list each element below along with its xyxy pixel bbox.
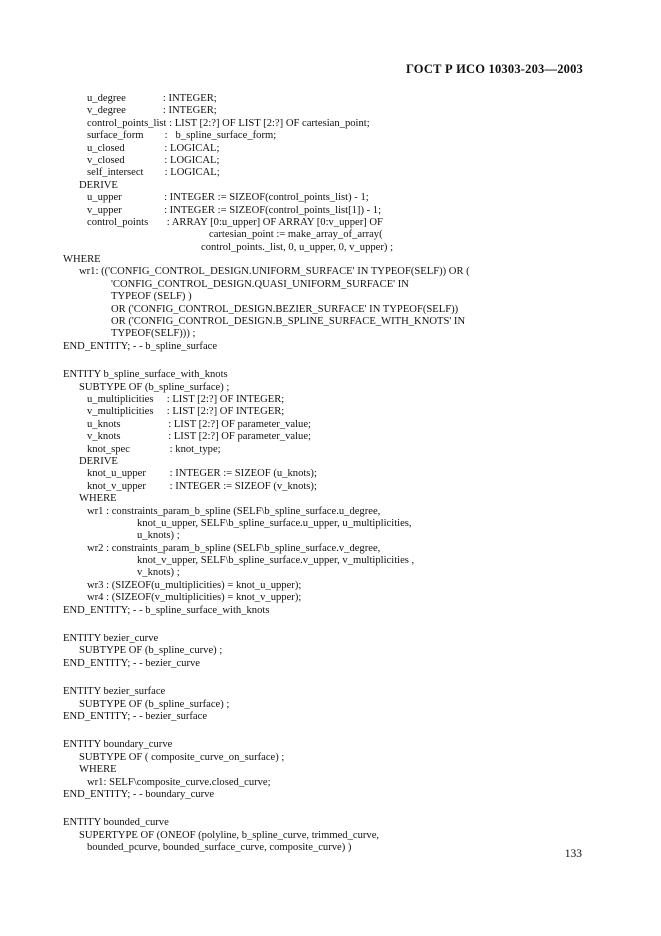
code-line: ENTITY boundary_curve [63, 739, 173, 751]
code-line: bounded_pcurve, bounded_surface_curve, composite_curve) ) [87, 842, 352, 854]
section-gap [63, 801, 603, 817]
code-line: SUBTYPE OF ( composite_curve_on_surface) ; [79, 751, 285, 763]
code-line: WHERE [79, 764, 117, 776]
section-gap [63, 723, 603, 739]
page-number: 133 [564, 848, 582, 860]
code-line: surface_form : b_spline_surface_form; [87, 130, 277, 142]
code-line: v_knots : LIST [2:?] OF parameter_value; [87, 431, 311, 443]
code-line: ENTITY b_spline_surface_with_knots [63, 369, 228, 381]
code-line: control_points : ARRAY [0:u_upper] OF ARRAY [0:v_upper] OF [87, 216, 383, 228]
code-line: wr2 : constraints_param_b_spline (SELF\b_spline_surface.v_degree, [87, 542, 381, 554]
code-line: v_multiplicities : LIST [2:?] OF INTEGER; [87, 406, 285, 418]
code-line: SUBTYPE OF (b_spline_curve) ; [79, 645, 223, 657]
code-line: u_closed : LOGICAL; [87, 142, 220, 154]
code-line: END_ENTITY; - - bezier_curve [63, 657, 200, 669]
code-line: OR ('CONFIG_CONTROL_DESIGN.BEZIER_SURFACE' IN TYPEOF(SELF)) [111, 303, 459, 315]
code-line: wr1 : constraints_param_b_spline (SELF\b_spline_surface.u_degree, [87, 505, 381, 517]
code-line: END_ENTITY; - - b_spline_surface [63, 340, 218, 352]
code-line: knot_spec : knot_type; [87, 443, 221, 455]
code-line: control_points_list : LIST [2:?] OF LIST [2:?] OF cartesian_point; [87, 117, 370, 129]
code-line: u_knots : LIST [2:?] OF parameter_value; [87, 418, 311, 430]
code-line: END_ENTITY; - - b_spline_surface_with_knots [63, 604, 270, 616]
code-line: wr3 : (SIZEOF(u_multiplicities) = knot_u_upper); [87, 579, 302, 591]
code-line: 'CONFIG_CONTROL_DESIGN.QUASI_UNIFORM_SURFACE' IN [111, 278, 409, 290]
code-line: TYPEOF(SELF))) ; [111, 328, 196, 340]
code-line: wr4 : (SIZEOF(v_multiplicities) = knot_v_upper); [87, 592, 302, 604]
page-header: ГОСТ Р ИСО 10303-203—2003 [405, 62, 583, 76]
section-gap [63, 670, 603, 686]
code-line: u_degree : INTEGER; [87, 93, 217, 104]
code-line: cartesian_point := make_array_of_array( [209, 229, 383, 241]
code-line: SUBTYPE OF (b_spline_surface) ; [79, 381, 230, 393]
code-line: DERIVE [79, 179, 118, 191]
code-line: wr1: SELF\composite_curve.closed_curve; [87, 776, 271, 788]
code-line: knot_v_upper, SELF\b_spline_surface.v_upper, v_multiplicities , [137, 555, 415, 567]
code-line: SUBTYPE OF (b_spline_surface) ; [79, 698, 230, 710]
express-listing [63, 93, 603, 854]
code-line: SUPERTYPE OF (ONEOF (polyline, b_spline_curve, trimmed_curve, [79, 829, 380, 841]
code-line: u_multiplicities : LIST [2:?] OF INTEGER; [87, 393, 285, 405]
code-line: v_knots) ; [137, 567, 180, 579]
code-line: wr1: (('CONFIG_CONTROL_DESIGN.UNIFORM_SURFACE' IN TYPEOF(SELF)) OR ( [79, 266, 470, 278]
code-line: ENTITY bezier_surface [63, 686, 166, 698]
code-line: self_intersect : LOGICAL; [87, 167, 220, 179]
code-line: v_closed : LOGICAL; [87, 154, 220, 166]
code-line: DERIVE [79, 455, 118, 467]
code-line: TYPEOF (SELF) ) [111, 291, 192, 303]
code-line: knot_u_upper : INTEGER := SIZEOF (u_knots); [87, 468, 317, 480]
code-line: v_upper : INTEGER := SIZEOF(control_points_list[1]) - 1; [87, 204, 382, 216]
code-line: END_ENTITY; - - boundary_curve [63, 788, 215, 800]
code-line: END_ENTITY; - - bezier_surface [63, 710, 208, 722]
code-line: WHERE [63, 254, 101, 266]
code-line: v_degree : INTEGER; [87, 105, 217, 117]
code-line: knot_u_upper, SELF\b_spline_surface.u_upper, u_multiplicities, [137, 517, 412, 529]
code-line: OR ('CONFIG_CONTROL_DESIGN.B_SPLINE_SURFACE_WITH_KNOTS' IN [111, 316, 466, 328]
section-gap [63, 617, 603, 633]
code-line: control_points._list, 0, u_upper, 0, v_upper) ; [201, 241, 394, 253]
code-line: knot_v_upper : INTEGER := SIZEOF (v_knots); [87, 480, 317, 492]
code-line: u_knots) ; [137, 530, 180, 542]
section-gap [63, 353, 603, 369]
code-line: WHERE [79, 493, 117, 505]
code-line: ENTITY bounded_curve [63, 817, 169, 829]
code-line: u_upper : INTEGER := SIZEOF(control_points_list) - 1; [87, 192, 369, 204]
code-line: ENTITY bezier_curve [63, 633, 159, 645]
